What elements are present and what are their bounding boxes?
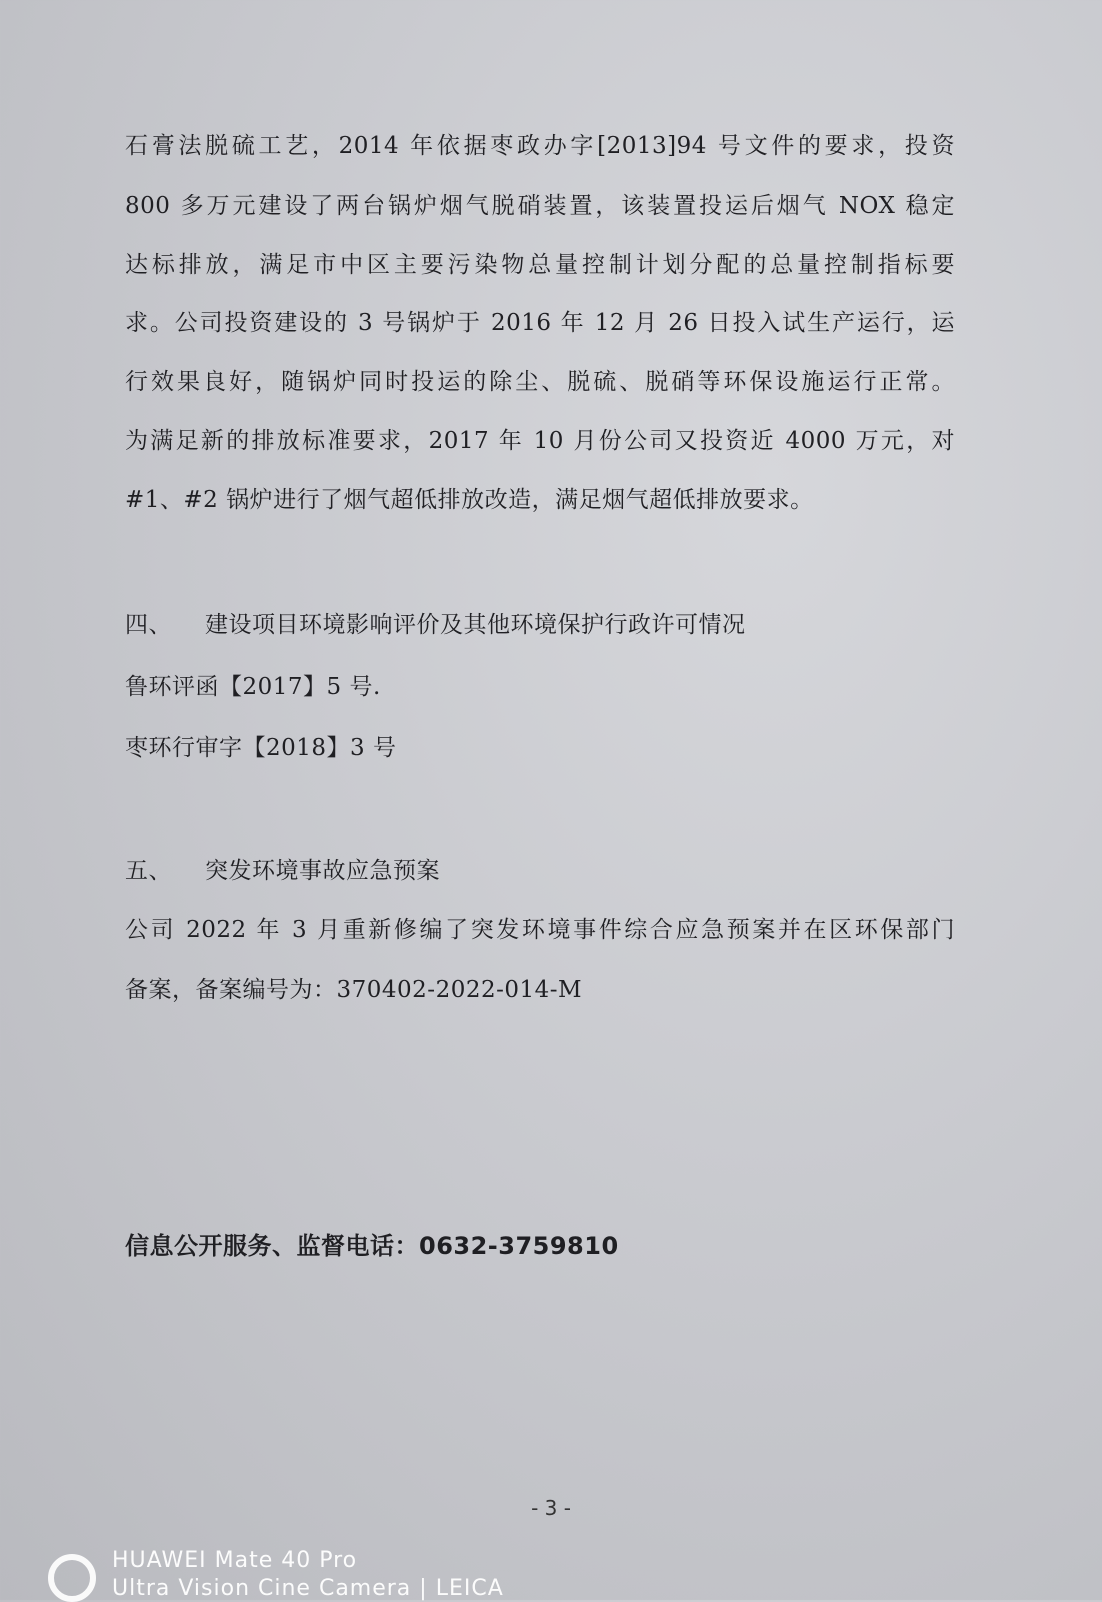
section-heading-5 (125, 856, 440, 886)
paragraph-line: #1、#2 锅炉进行了烟气超低排放改造，满足烟气超低排放要求。 (125, 487, 814, 513)
contact-phone: 信息公开服务、监督电话：0632-3759810 (125, 1232, 619, 1260)
paragraph-line: 为满足新的排放标准要求，2017 年 10 月份公司又投资近 4000 万元，对 (125, 428, 955, 454)
paragraph-line: 备案，备案编号为：370402-2022-014-M (125, 977, 583, 1003)
section-title: 建设项目环境影响评价及其他环境保护行政许可情况 (205, 612, 746, 638)
page-number: - 3 - (531, 1496, 571, 1520)
watermark-line2: Ultra Vision Cine Camera | LEICA (112, 1576, 504, 1601)
paragraph-line: 800 多万元建设了两台锅炉烟气脱硝装置，该装置投运后烟气 NOX 稳定 (125, 193, 955, 219)
paragraph-line: 求。公司投资建设的 3 号锅炉于 2016 年 12 月 26 日投入试生产运行，运 (125, 310, 955, 336)
section-title: 突发环境事故应急预案 (205, 858, 440, 884)
permit-item: 枣环行审字【2018】3 号 (125, 735, 397, 761)
watermark-line1: HUAWEI Mate 40 Pro (112, 1548, 358, 1573)
paragraph-line: 公司 2022 年 3 月重新修编了突发环境事件综合应急预案并在区环保部门 (125, 917, 955, 943)
section-number: 四、 (125, 612, 172, 638)
paragraph-line: 行效果良好，随锅炉同时投运的除尘、脱硫、脱硝等环保设施运行正常。 (125, 369, 955, 395)
camera-logo-icon (48, 1554, 96, 1602)
section-number: 五、 (125, 858, 172, 884)
paragraph-line: 石膏法脱硫工艺，2014 年依据枣政办字[2013]94 号文件的要求，投资 (125, 133, 955, 159)
paragraph-line: 达标排放，满足市中区主要污染物总量控制计划分配的总量控制指标要 (125, 252, 955, 278)
permit-item: 鲁环评函【2017】5 号. (125, 674, 381, 700)
section-heading-4 (125, 610, 746, 640)
camera-watermark (44, 1548, 644, 1600)
